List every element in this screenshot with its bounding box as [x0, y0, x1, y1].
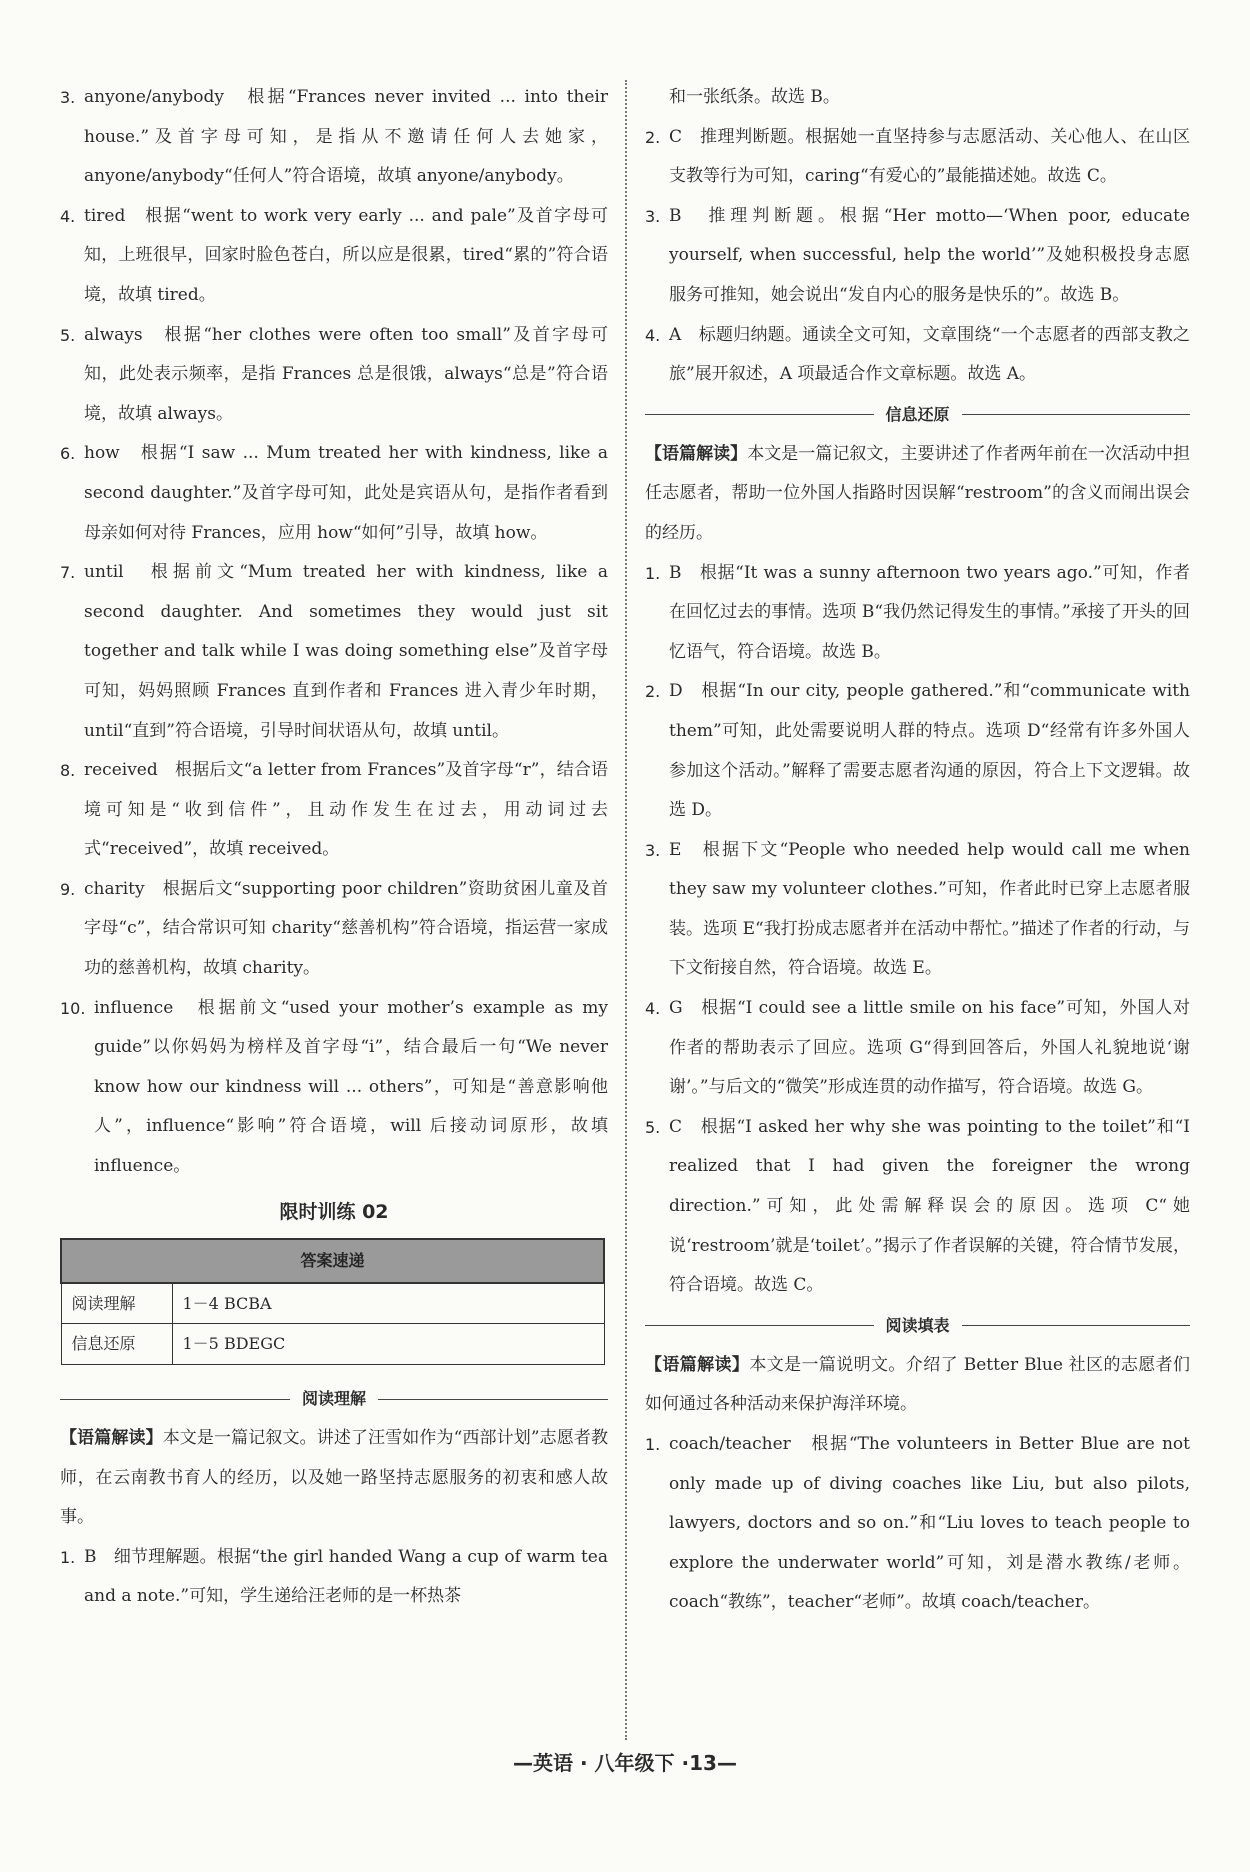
item-text: C 根据“I asked her why she was pointing to the toilet”和“I realized that I had given the foreigner the wrong direction.”可知，此处需解释误会的原因。选项 C“她说‘restroom’就是‘toilet’。”揭示了作者误解的关键，符合情节发展，符合语境。故选 C。: [669, 1116, 1190, 1296]
answer-item: [60, 553, 608, 751]
table-row: [61, 1324, 604, 1365]
answer-item: [645, 554, 1190, 673]
page-footer: —英语 · 八年级下 ·13—: [513, 1751, 737, 1775]
summary-text: 本文是一篇说明文。介绍了 Better Blue 社区的志愿者们如何通过各种活动来保护海洋环境。: [645, 1354, 1190, 1415]
summary-tag: 【语篇解读】: [645, 443, 748, 464]
answer-item: [645, 672, 1190, 830]
item-text: B 根据“It was a sunny afternoon two years ago.”可知，作者在回忆过去的事情。选项 B“我仍然记得发生的事情。”承接了开头的回忆语气，符合语境。故选 B。: [669, 562, 1190, 662]
answer-table: [60, 1238, 605, 1365]
answer-item: [645, 197, 1190, 316]
answer-item: [645, 316, 1190, 395]
section-label: 阅读理解: [302, 1389, 367, 1409]
section-header-table: [645, 1306, 1190, 1346]
item-text: always 根据“her clothes were often too small”及首字母可知，此处表示频率，是指 Frances 总是很饿，always“总是”符合语境，故填 always。: [84, 324, 608, 424]
table-cell-value: 1－5 BDEGC: [172, 1324, 604, 1365]
item-text: B 推理判断题。根据“Her motto—‘When poor, educate yourself, when successful, help the world’”及她积极投身志愿服务可推知，她会说出“发自内心的服务是快乐的”。故选 B。: [669, 205, 1190, 305]
answer-item: [60, 197, 608, 316]
item-text: coach/teacher 根据“The volunteers in Better Blue are not only made up of diving coaches like Liu, but also pilots, lawyers, doctors and so on.”和“Liu loves to teach people to explore the underwater world”可知，刘是潜水教练/老师。coach“教练”，teacher“老师”。故填 coach/teacher。: [669, 1434, 1190, 1613]
divider: [962, 414, 1191, 415]
item-text: C 推理判断题。根据她一直坚持参与志愿活动、关心他人、在山区支教等行为可知，caring“有爱心的”最能描述她。故选 C。: [669, 126, 1190, 187]
right-column: [645, 78, 1190, 1623]
item-text: G 根据“I could see a little smile on his face”可知，外国人对作者的帮助表示了回应。选项 G“得到回答后，外国人礼貌地说‘谢谢’。”与后文的“微笑”形成连贯的动作描写，符合语境。故选 G。: [669, 998, 1190, 1098]
passage-summary: [60, 1419, 608, 1538]
item-text: E 根据下文“People who needed help would call me when they saw my volunteer clothes.”可知，作者此时已穿上志愿者服装。选项 E“我打扮成志愿者并在活动中帮忙。”描述了作者的行动，与下文衔接自然，符合语境。故选 E。: [669, 839, 1190, 979]
summary-text: 本文是一篇记叙文，主要讲述了作者两年前在一次活动中担任志愿者，帮助一位外国人指路时因误解“restroom”的含义而闹出误会的经历。: [645, 443, 1191, 543]
item-text: D 根据“In our city, people gathered.”和“communicate with them”可知，此处需要说明人群的特点。选项 D“经常有许多外国人参加这个活动。”解释了需要志愿者沟通的原因，符合上下文逻辑。故选 D。: [669, 681, 1190, 821]
item-text: received 根据后文“a letter from Frances”及首字母“r”，结合语境可知是“收到信件”，且动作发生在过去，用动词过去式“received”，故填 received。: [84, 760, 608, 860]
divider: [645, 414, 874, 415]
table-cell-value: 1－4 BCBA: [172, 1283, 604, 1324]
table-cell-key: 阅读理解: [61, 1283, 172, 1324]
divider: [60, 1399, 290, 1400]
item-text: charity 根据后文“supporting poor children”资助贫困儿童及首字母“c”，结合常识可知 charity“慈善机构”符合语境，指运营一家成功的慈善机构，故填 charity。: [84, 878, 608, 979]
item-number: 5.: [645, 1117, 661, 1137]
divider: [645, 1325, 874, 1326]
answer-item: [60, 434, 608, 553]
item-number: 10.: [60, 998, 86, 1018]
answer-item: [60, 316, 608, 435]
item-text: anyone/anybody 根据“Frances never invited ... into their house.”及首字母可知，是指从不邀请任何人去她家，anyone/anybody“任何人”符合语境，故填 anyone/anybody。: [84, 87, 608, 187]
item-number: 2.: [645, 127, 661, 147]
left-column: [60, 78, 608, 1617]
table-cell-key: 信息还原: [61, 1324, 172, 1365]
item-number: 4.: [645, 325, 661, 345]
answer-item: [645, 831, 1190, 989]
answer-item: [645, 1108, 1190, 1306]
answer-item: [645, 1425, 1190, 1623]
table-row: [61, 1283, 604, 1324]
item-number: 1.: [645, 1435, 661, 1454]
summary-tag: 【语篇解读】: [645, 1354, 750, 1375]
answer-item: [645, 118, 1190, 197]
section-header-info: [645, 395, 1190, 435]
item-number: 3.: [60, 88, 76, 107]
answer-item: [60, 870, 608, 989]
answer-item: [60, 989, 608, 1187]
item-number: 3.: [645, 206, 661, 226]
divider: [378, 1399, 608, 1400]
item-number: 6.: [60, 444, 76, 464]
item-number: 9.: [60, 879, 76, 899]
column-divider: [625, 80, 627, 1740]
answer-item: [645, 989, 1190, 1108]
item-text: influence 根据前文“used your mother’s example as my guide”以你妈妈为榜样及首字母“i”，结合最后一句“We never know how our kindness will ... others”，可知是“善意影响他人”，influence“影响”符合语境，will 后接动词原形，故填 influence。: [94, 997, 608, 1177]
continued-text: 和一张纸条。故选 B。: [669, 87, 840, 107]
answer-item: [60, 751, 608, 870]
item-number: 1.: [60, 1547, 76, 1567]
answer-item: [60, 78, 608, 197]
passage-summary: [645, 1346, 1190, 1425]
section-label: 信息还原: [885, 404, 950, 424]
summary-tag: 【语篇解读】: [60, 1428, 163, 1448]
item-text: until 根据前文“Mum treated her with kindness, like a second daughter. And sometimes they would just sit together and talk while I was doing something else”及首字母可知，妈妈照顾 Frances 直到作者和 Frances 进入青少年时期，until“直到”符合语境，引导时间状语从句，故填 until。: [84, 562, 608, 741]
section-label: 阅读填表: [885, 1316, 950, 1336]
summary-text: 本文是一篇记叙文。讲述了汪雪如作为“西部计划”志愿者教师，在云南教书育人的经历，以及她一路坚持志愿服务的初衷和感人故事。: [60, 1428, 609, 1528]
item-number: 7.: [60, 563, 76, 583]
item-number: 4.: [60, 206, 76, 226]
item-number: 2.: [645, 682, 661, 702]
answer-item: [60, 1538, 608, 1617]
section-header-reading: [60, 1379, 608, 1419]
item-text: B 细节理解题。根据“the girl handed Wang a cup of warm tea and a note.”可知，学生递给汪老师的是一杯热茶: [84, 1546, 608, 1607]
divider: [962, 1325, 1191, 1326]
practice-title: 限时训练 02: [279, 1200, 389, 1223]
item-text: tired 根据“went to work very early ... and pale”及首字母可知，上班很早，回家时脸色苍白，所以应是很累，tired“累的”符合语境，故填 tired。: [84, 205, 608, 305]
item-text: A 标题归纳题。通读全文可知，文章围绕“一个志愿者的西部支教之旅”展开叙述，A 项最适合作文章标题。故选 A。: [669, 324, 1190, 385]
item-number: 5.: [60, 325, 76, 345]
passage-summary: [645, 435, 1190, 554]
item-text: how 根据“I saw ... Mum treated her with kindness, like a second daughter.”及首字母可知，此处是宾语从句，是指作者看到母亲如何对待 Frances，应用 how“如何”引导，故填 how。: [84, 443, 608, 543]
item-number: 3.: [645, 840, 661, 860]
item-number: 1.: [645, 563, 661, 583]
answer-table-header: 答案速递: [61, 1239, 604, 1283]
item-number: 4.: [645, 999, 661, 1019]
item-number: 8.: [60, 761, 76, 781]
